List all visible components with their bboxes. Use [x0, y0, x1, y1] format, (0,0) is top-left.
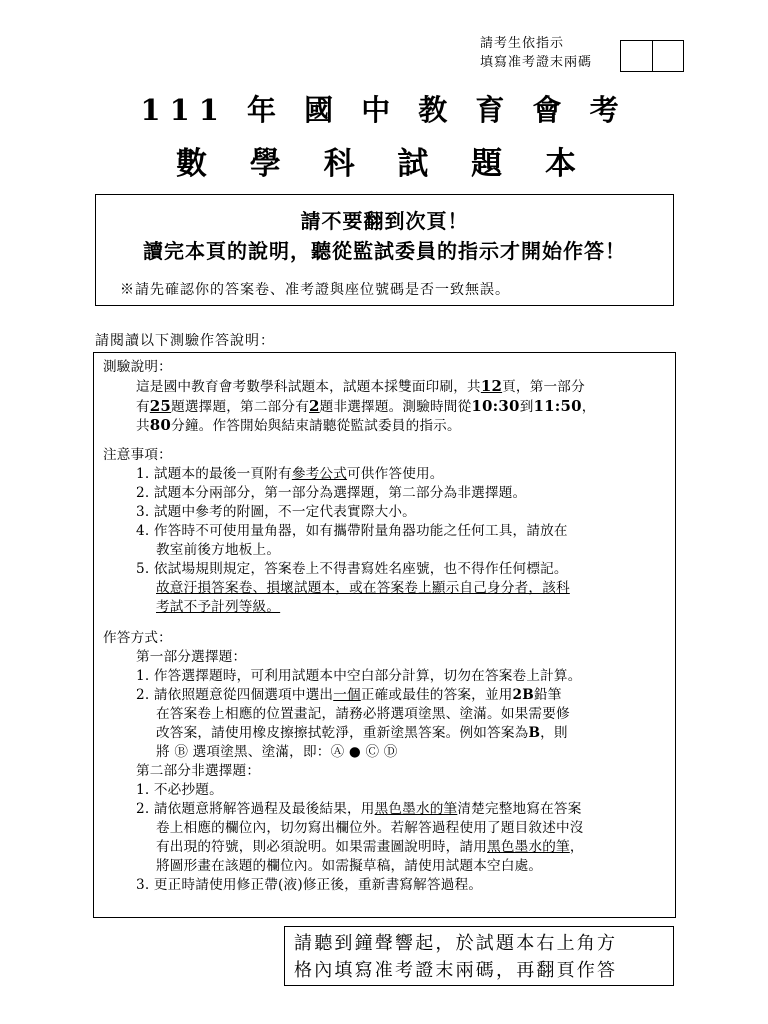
- exam-number-boxes: [620, 40, 684, 72]
- black-ink-pen: 黑色墨水的筆: [374, 801, 458, 817]
- text: 清楚完整地寫在答案: [457, 801, 582, 817]
- end-time: 11:50: [533, 397, 582, 415]
- pencil-grade: 2B: [512, 687, 534, 703]
- part2-item2-line1: [136, 800, 582, 818]
- note-5-line3: 考試不予計列等級。: [156, 599, 281, 615]
- footer-instruction-box: [284, 926, 674, 986]
- nmc-count: 2: [309, 397, 320, 415]
- part2-item2-line4: 將圖形畫在該題的欄位內。如需擬草稿，請使用試題本空白處。: [156, 858, 543, 874]
- note-2: 2. 試題本分兩部分，第一部分為選擇題，第二部分為非選擇題。: [136, 485, 527, 501]
- part2-item2-line3: [156, 838, 584, 856]
- fill-instruction-line2: 填寫准考證末兩碼: [480, 55, 593, 70]
- text: 2. 請依題意將解答過程及最後結果，用: [136, 801, 375, 817]
- text: 頁，第一部分: [502, 379, 585, 395]
- warning-line3: ※請先確認你的答案卷、准考證與座位號碼是否一致無誤。: [120, 282, 510, 298]
- text: 這是國中教育會考數學科試題本，試題本採雙面印刷，共: [136, 379, 481, 395]
- text: 鉛筆: [533, 687, 562, 703]
- page-count: 12: [480, 377, 503, 395]
- part2-item2-line2: 卷上相應的欄位內，切勿寫出欄位外。若解答過程使用了題目敘述中沒: [156, 820, 584, 836]
- text: 有: [136, 399, 150, 415]
- footer-line2: 格內填寫准考證末兩碼，再翻頁作答: [294, 960, 618, 981]
- note-1: [136, 465, 444, 483]
- part1-item2-line2: 在答案卷上相應的位置畫記，請務必將選項塗黑、塗滿。如果需要修: [156, 706, 570, 722]
- exam-number-box-2: [653, 41, 684, 71]
- notes-heading: 注意事項：: [103, 447, 172, 463]
- part2-heading: 第二部分非選擇題：: [136, 763, 261, 779]
- fill-instruction-line1: 請考生依指示: [480, 36, 565, 51]
- text: 正確或最佳的答案，並用: [360, 687, 513, 703]
- method-heading: 作答方式：: [103, 630, 172, 646]
- note-4-line1: 4. 作答時不可使用量角器，如有攜帶附量角器功能之任何工具，請放在: [136, 523, 568, 539]
- exam-title: 111 年 國 中 教 育 會 考: [140, 93, 628, 127]
- exam-line1: [136, 377, 585, 396]
- text: 2. 請依照題意從四個選項中選出: [136, 687, 334, 703]
- note-3: 3. 試題中參考的附圖，不一定代表實際大小。: [136, 504, 416, 520]
- note-5-line1: 5. 依試場規則規定，答案卷上不得書寫姓名座號，也不得作任何標記。: [136, 561, 568, 577]
- text: ，: [569, 839, 584, 855]
- part1-heading: 第一部分選擇題：: [136, 649, 247, 665]
- part1-item2-line1: [136, 686, 562, 704]
- part1-item1: 1. 作答選擇題時，可利用試題本中空白部分計算，切勿在答案卷上計算。: [136, 668, 582, 684]
- text: 1. 試題本的最後一頁附有: [136, 466, 292, 482]
- text: ，則: [540, 725, 568, 741]
- exam-heading: 測驗說明：: [103, 359, 172, 375]
- black-ink-pen: 黑色墨水的筆: [487, 839, 570, 855]
- warning-box: [95, 194, 674, 306]
- fill-instruction: [480, 34, 592, 72]
- example-answer: B: [528, 725, 541, 741]
- subject-title: 數 學 科 試 題 本: [176, 146, 592, 182]
- part2-item1: 1. 不必抄題。: [136, 782, 223, 798]
- text: 共: [136, 418, 150, 434]
- text: 分鐘。作答開始與結束請聽從監試委員的指示。: [171, 418, 461, 434]
- intro-text: 請閱讀以下測驗作答說明：: [95, 333, 275, 349]
- mc-count: 25: [149, 397, 172, 415]
- text: 題選擇題，第二部分有: [171, 399, 310, 415]
- start-time: 10:30: [471, 397, 520, 415]
- text: 到: [519, 399, 534, 415]
- text: 改答案，請使用橡皮擦擦拭乾淨，重新塗黑答案。例如答案為: [156, 725, 529, 741]
- part1-item2-line4: 將 Ⓑ 選項塗黑、塗滿，即：Ⓐ ● Ⓒ Ⓓ: [156, 744, 398, 760]
- text: 題非選擇題。測驗時間從: [319, 399, 472, 415]
- duration: 80: [149, 416, 172, 434]
- note-5-line2: 故意汙損答案卷、損壞試題本，或在答案卷上顯示自己身分者，該科: [156, 580, 570, 596]
- part2-item3: 3. 更正時請使用修正帶(液)修正後，重新書寫解答過程。: [136, 877, 483, 893]
- text: ，: [581, 399, 596, 415]
- text: 有出現的符號，則必須說明。如果需畫圖說明時，請用: [156, 839, 488, 855]
- text: 可供作答使用。: [347, 466, 444, 482]
- instructions-box: [93, 352, 676, 918]
- exam-number-box-1: [621, 41, 653, 71]
- part1-item2-line3: [156, 724, 568, 742]
- exam-line2: [136, 397, 596, 416]
- footer-line1: 請聽到鐘聲響起，於試題本右上角方: [294, 933, 618, 954]
- formula-ref: 參考公式: [291, 466, 348, 482]
- warning-line2: 讀完本頁的說明，聽從監試委員的指示才開始作答！: [143, 239, 626, 263]
- note-4-line2: 教室前後方地板上。: [156, 542, 281, 558]
- warning-line1: 請不要翻到次頁！: [300, 209, 469, 233]
- exam-line3: [136, 416, 461, 435]
- one-answer: 一個: [333, 687, 361, 703]
